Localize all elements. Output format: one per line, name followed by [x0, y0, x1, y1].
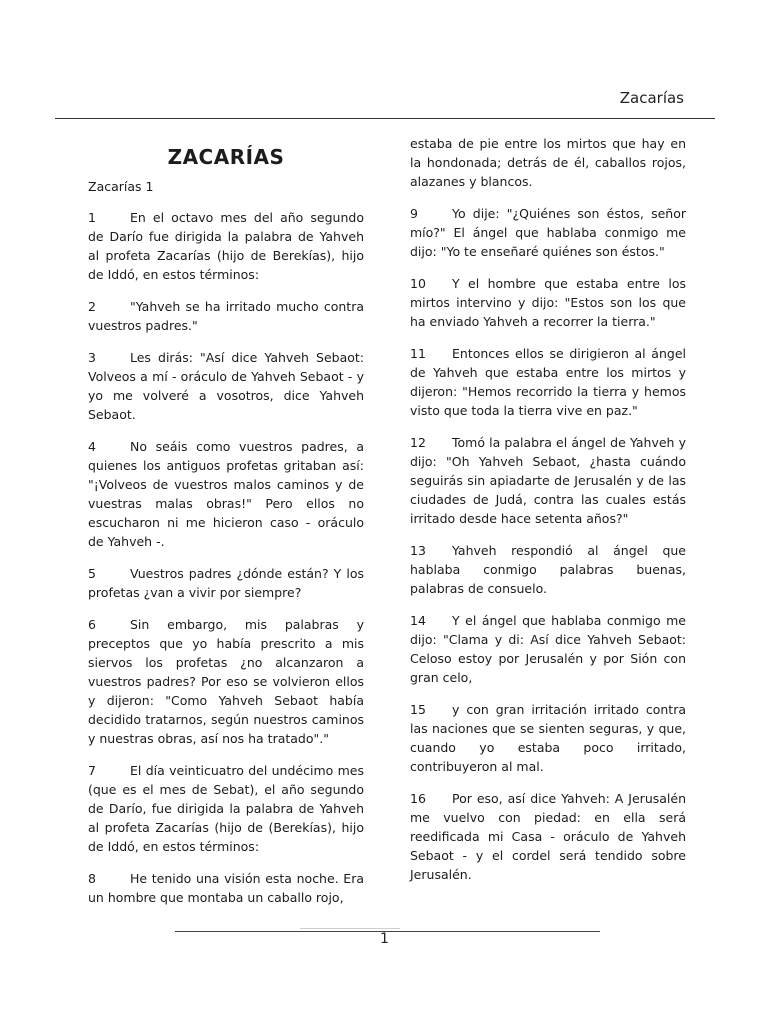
verse-text: Yahveh respondió al ángel que hablaba conmigo palabras buenas, palabras de consuelo.: [410, 543, 686, 596]
verse-number: 9: [410, 206, 418, 221]
verse-number: 16: [410, 791, 426, 806]
verse: [410, 274, 686, 331]
verse-text: y con gran irritación irritado contra las naciones que se sienten seguras, y que, cuando yo estaba poco irritado, contribuyeron al mal.: [410, 702, 686, 774]
header-rule: [55, 118, 715, 119]
verse-number: 2: [88, 299, 96, 314]
verse-number: 5: [88, 566, 96, 581]
verse: [410, 541, 686, 598]
verse-text: Les dirás: "Así dice Yahveh Sebaot: Volveos a mí - oráculo de Yahveh Sebaot - y yo me volveré a vosotros, dice Yahveh Sebaot.: [88, 350, 364, 422]
verse: [410, 204, 686, 261]
verse-number: 14: [410, 613, 426, 628]
verse-text: Tomó la palabra el ángel de Yahveh y dijo: "Oh Yahveh Sebaot, ¿hasta cuándo seguirás sin apiadarte de Jerusalén y de las ciudades de Judá, contra las cuales estás irritado desde hace setenta años?": [410, 435, 686, 526]
verse: [88, 615, 364, 748]
verse-text: No seáis como vuestros padres, a quienes los antiguos profetas gritaban así: "¡Volveos de vuestros malos caminos y de vuestras malas obras!" Pero ellos no escucharon ni me hicieron caso - oráculo de Yahveh -.: [88, 439, 364, 549]
verse: [88, 297, 364, 335]
verse: [410, 611, 686, 687]
verse-text: El día veinticuatro del undécimo mes (que es el mes de Sebat), el año segundo de Darío, fue dirigida la palabra de Yahveh al profeta Zacarías (hijo de (Berekías), hijo de Iddó, en estos términos:: [88, 763, 364, 854]
verse-text: Por eso, así dice Yahveh: A Jerusalén me vuelvo con piedad: en ella será reedificada mi Casa - oráculo de Yahveh Sebaot - y el cordel será tendido sobre Jerusalén.: [410, 791, 686, 882]
verse-number: 6: [88, 617, 96, 632]
verse: [88, 208, 364, 284]
verse: [410, 344, 686, 420]
verse: [88, 437, 364, 551]
verse-text: He tenido una visión esta noche. Era un hombre que montaba un caballo rojo,: [88, 871, 364, 905]
verse-text: Y el hombre que estaba entre los mirtos intervino y dijo: "Estos son los que ha enviado Yahveh a recorrer la tierra.": [410, 276, 686, 329]
verse-text: Entonces ellos se dirigieron al ángel de Yahveh que estaba entre los mirtos y dijeron: "Hemos recorrido la tierra y hemos visto que toda la tierra vive en paz.": [410, 346, 686, 418]
verse-number: 3: [88, 350, 96, 365]
verse: [410, 433, 686, 528]
verse: [88, 564, 364, 602]
verse: [88, 761, 364, 856]
verse-number: 13: [410, 543, 426, 558]
verse-text: Y el ángel que hablaba conmigo me dijo: "Clama y di: Así dice Yahveh Sebaot: Celoso estoy por Jerusalén y por Sión con gran celo,: [410, 613, 686, 685]
right-verse-list: [410, 204, 686, 884]
verse-text: Yo dije: "¿Quiénes son éstos, señor mío?" El ángel que hablaba conmigo me dijo: "Yo te enseñaré quiénes son éstos.": [410, 206, 686, 259]
verse-number: 4: [88, 439, 96, 454]
verse: [88, 348, 364, 424]
running-header: Zacarías: [619, 89, 684, 107]
verse-number: 12: [410, 435, 426, 450]
verse-number: 1: [88, 210, 96, 225]
chapter-label: Zacarías 1: [88, 179, 154, 194]
verse-number: 11: [410, 346, 426, 361]
verse-text: "Yahveh se ha irritado mucho contra vuestros padres.": [88, 299, 364, 333]
verse-text: Sin embargo, mis palabras y preceptos que yo había prescrito a mis siervos los profetas ¿no alcanzaron a vuestros padres? Por eso se volvieron ellos y dijeron: "Como Yahveh Sebaot había decidido tratarnos, según nuestros caminos y nuestras obras, así nos ha tratado".": [88, 617, 364, 746]
book-title: ZACARÍAS: [167, 145, 285, 169]
left-verse-list: [88, 208, 364, 920]
verse-number: 10: [410, 276, 426, 291]
verse-number: 8: [88, 871, 96, 886]
verse-text: En el octavo mes del año segundo de Darío fue dirigida la palabra de Yahveh al profeta Zacarías (hijo de Berekías), hijo de Iddó, en estos términos:: [88, 210, 364, 282]
verse: [410, 789, 686, 884]
page-number: 1: [380, 931, 389, 947]
footer-rule-thin: [300, 928, 400, 929]
verse: [410, 700, 686, 776]
verse-number: 15: [410, 702, 426, 717]
verse-continuation: estaba de pie entre los mirtos que hay en la hondonada; detrás de él, caballos rojos, alazanes y blancos.: [410, 136, 686, 189]
verse: [88, 869, 364, 907]
verse-number: 7: [88, 763, 96, 778]
verse-text: Vuestros padres ¿dónde están? Y los profetas ¿van a vivir por siempre?: [88, 566, 364, 600]
